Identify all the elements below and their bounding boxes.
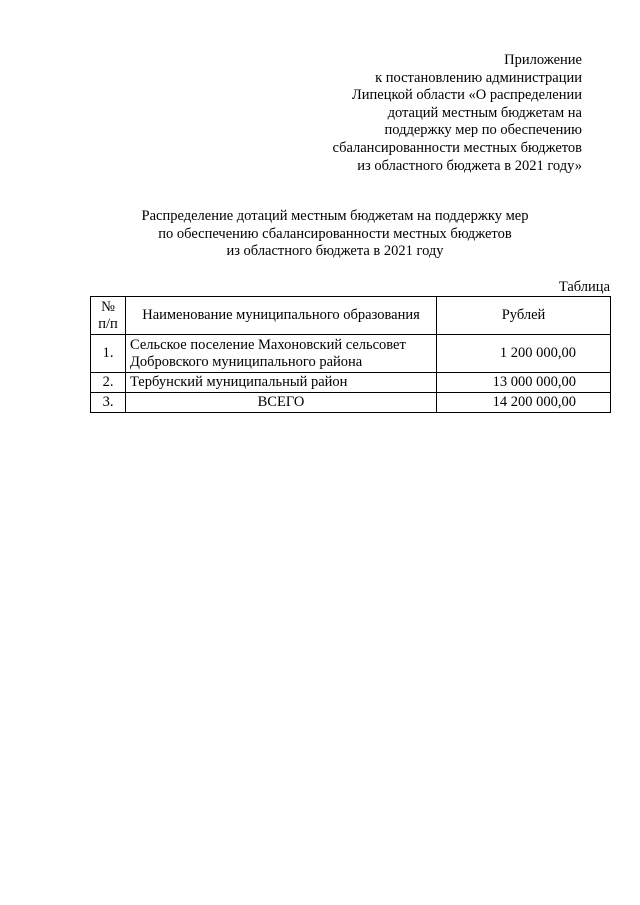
table-label: Таблица <box>558 279 610 295</box>
row-sum: 14 200 000,00 <box>437 393 611 413</box>
row-num: 1. <box>91 335 126 373</box>
header-sum: Рублей <box>437 297 611 335</box>
row-name: Сельское поселение Махоновский сельсовет Добровского муниципального района <box>126 335 437 373</box>
title-line: из областного бюджета в 2021 году <box>226 243 444 260</box>
row-sum: 1 200 000,00 <box>437 335 611 373</box>
header-name: Наименование муниципального образования <box>126 297 437 335</box>
appendix-line: сбалансированности местных бюджетов <box>332 139 582 156</box>
appendix-line: Липецкой области «О распределении <box>351 87 582 104</box>
title-line: по обеспечению сбалансированности местных бюджетов <box>158 225 512 242</box>
row-num: 2. <box>91 373 126 393</box>
table-row <box>91 335 611 373</box>
appendix-line: дотаций местным бюджетам на <box>387 104 582 121</box>
budget-table <box>90 296 611 413</box>
title-line: Распределение дотаций местным бюджетам на поддержку мер <box>141 208 529 224</box>
appendix-line: из областного бюджета в 2021 году» <box>357 157 582 174</box>
appendix-block <box>262 52 582 175</box>
row-sum: 13 000 000,00 <box>437 373 611 393</box>
row-num: 3. <box>91 393 126 413</box>
table-row <box>91 393 611 413</box>
header-num: № п/п <box>91 297 126 335</box>
document-title <box>0 208 640 261</box>
table-row <box>91 373 611 393</box>
row-name-total: ВСЕГО <box>126 393 437 413</box>
table-header-row <box>91 297 611 335</box>
appendix-line: поддержку мер по обеспечению <box>384 122 582 139</box>
appendix-line: Приложение <box>504 52 582 68</box>
appendix-line: к постановлению администрации <box>375 69 582 86</box>
row-name: Тербунский муниципальный район <box>126 373 437 393</box>
